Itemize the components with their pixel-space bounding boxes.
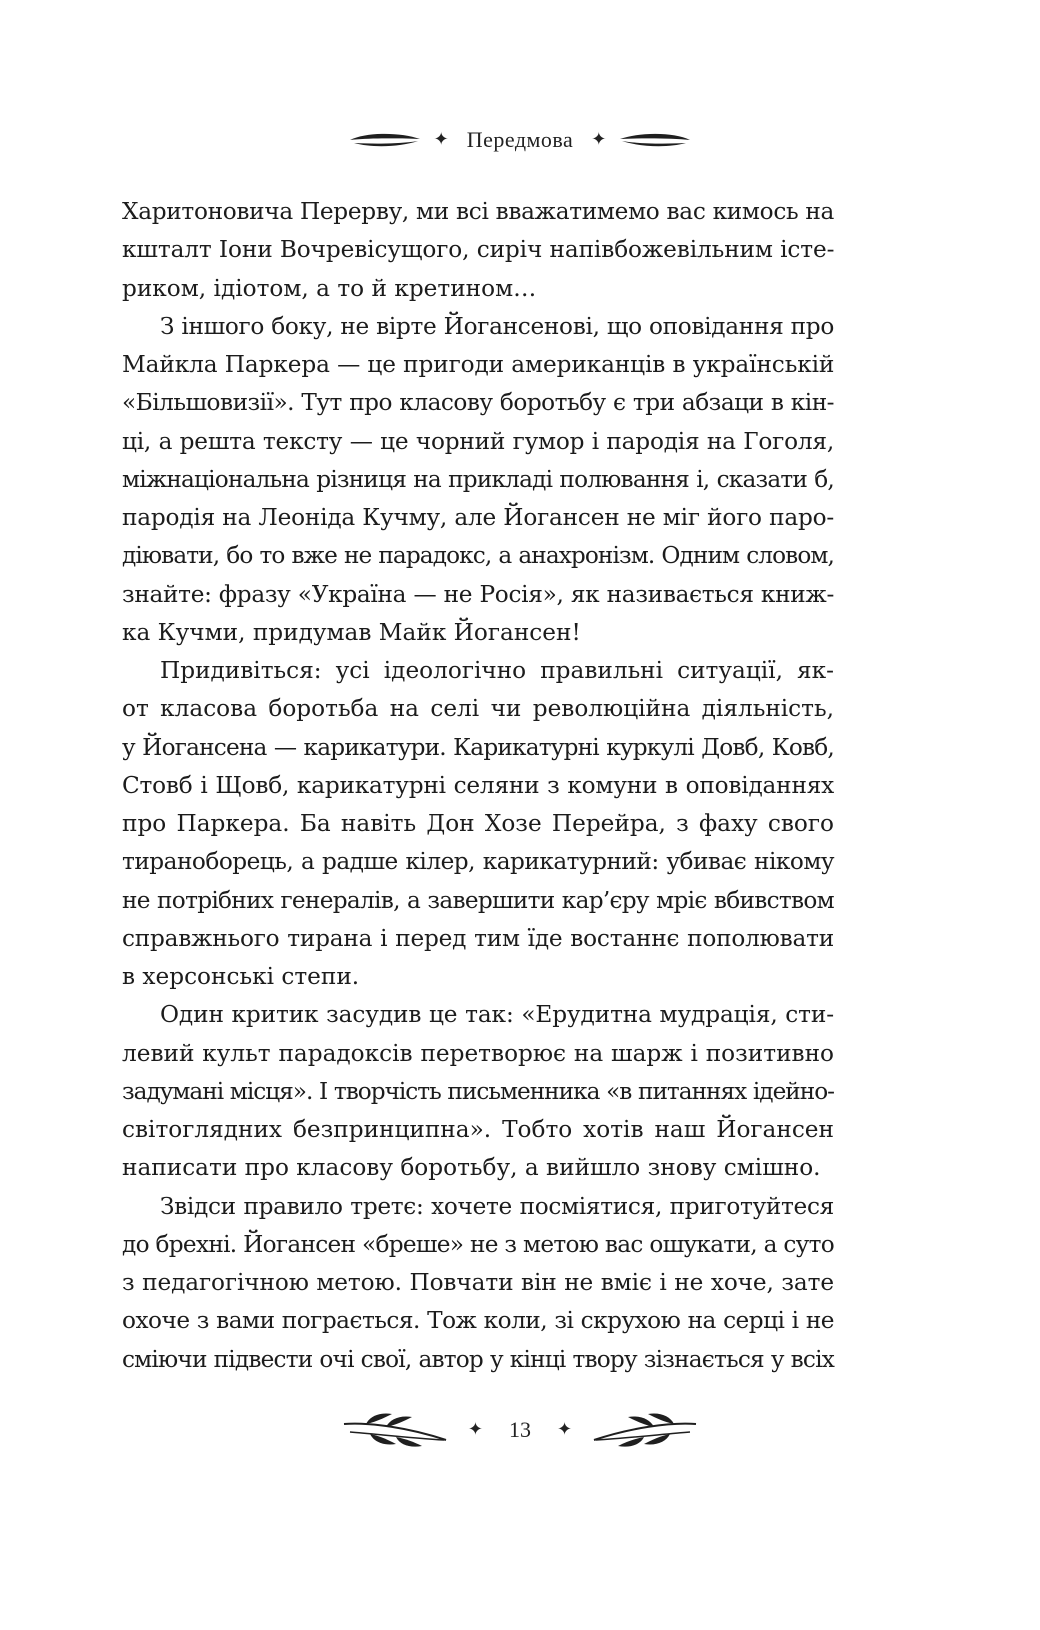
text-line: З іншого боку, не вірте Йогансенові, що оповідання про: [160, 312, 834, 340]
text-line: задумані місця». І творчість письменника «в питаннях ідейно-: [122, 1077, 834, 1105]
text-line: Звідси правило третє: хочете посміятися, приготуйтеся: [160, 1192, 834, 1220]
page-footer: [0, 1400, 1040, 1460]
reed-ornament-right-icon: [592, 1410, 700, 1450]
text-line: написати про класову боротьбу, а вийшло знову смішно.: [122, 1154, 821, 1182]
text-line: про Паркера. Ба навіть Дон Хозе Перейра, з фаху свого: [122, 810, 834, 837]
text-line: Харитоновича Перерву, ми всі вважатимемо вас кимось на: [122, 198, 835, 225]
text-line: пародія на Леоніда Кучму, але Йогансен не міг його паро-: [122, 504, 834, 531]
text-line: кшталт Іони Вочревісущого, сиріч напівбожевільним істе-: [122, 236, 835, 264]
text-line: знайте: фразу «Україна — не Росія», як називається книж-: [122, 580, 834, 608]
text-line: Стовб і Щовб, карикатурні селяни з комуни в оповіданнях: [122, 771, 834, 799]
text-line: світоглядних безпринципна». Тобто хотів наш Йогансен: [122, 1116, 834, 1143]
text-line: сміючи підвести очі свої, автор у кінці твору зізнається у всіх: [122, 1345, 834, 1373]
text-line: «Більшовизії». Тут про класову боротьбу є три абзаци в кін-: [122, 389, 834, 417]
text-line: ка Кучми, придумав Майк Йогансен!: [122, 618, 581, 646]
running-header: [0, 120, 1040, 160]
text-line: Один критик засудив це так: «Ерудитна мудрація, сти-: [160, 1001, 834, 1029]
text-line: діювати, бо то вже не парадокс, а анахронізм. Одним словом,: [122, 542, 834, 570]
star-right-icon: ✦: [591, 129, 607, 150]
star-left-icon: ✦: [433, 129, 449, 150]
text-line: не потрібних генералів, а завершити кар’єру мріє вбивством: [122, 886, 834, 914]
text-line: от класова боротьба на селі чи революційна діяльність,: [122, 695, 834, 723]
text-line: з педагогічною метою. Повчати він не вміє і не хоче, зате: [122, 1269, 834, 1296]
text-line: в херсонські степи.: [122, 963, 360, 990]
text-line: у Йогансена — карикатури. Карикатурні куркулі Довб, Ковб,: [122, 733, 834, 761]
reed-ornament-left-icon: [340, 1410, 448, 1450]
text-line: охоче з вами пограється. Тож коли, зі скрухою на серці і не: [122, 1307, 834, 1335]
leaf-ornament-right-icon: [618, 130, 692, 150]
text-line: міжнаціональна різниця на прикладі полювання і, сказати б,: [122, 465, 834, 493]
text-line: Придивіться: усі ідеологічно правильні ситуації, як-: [160, 657, 834, 684]
body-text: [122, 193, 834, 1379]
text-line: Майкла Паркера — це пригоди американців в українській: [122, 351, 835, 378]
leaf-ornament-left-icon: [348, 130, 422, 150]
text-line: до брехні. Йогансен «бреше» не з метою вас ошукати, а суто: [122, 1230, 834, 1258]
text-line: левий культ парадоксів перетворює на шарж і позитивно: [122, 1039, 834, 1067]
star-left-icon: ✦: [467, 1419, 483, 1440]
star-right-icon: ✦: [557, 1419, 573, 1440]
text-line: риком, ідіотом, а то й кретином…: [122, 274, 537, 302]
text-line: ці, а решта тексту — це чорний гумор і пародія на Гоголя,: [122, 427, 834, 455]
running-title: Передмова: [466, 127, 574, 152]
text-line: тираноборець, а радше кілер, карикатурний: убиває нікому: [122, 848, 834, 876]
page-number: 13: [509, 1417, 531, 1442]
text-line: справжнього тирана і перед тим їде востаннє пополювати: [122, 924, 834, 952]
